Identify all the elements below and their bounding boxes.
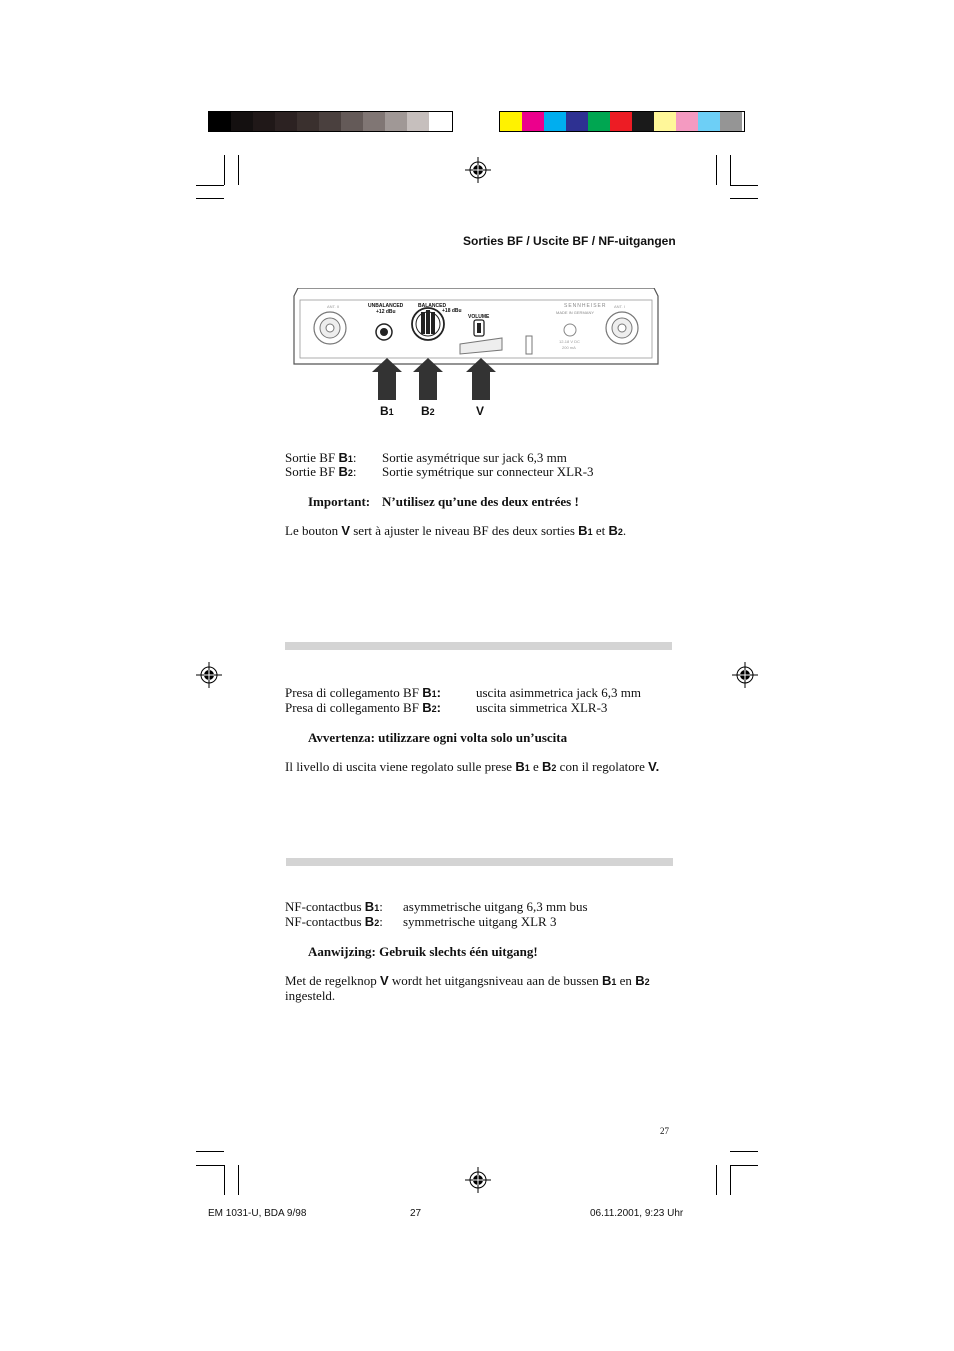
balanced-level-label: +18 dBu: [442, 308, 462, 314]
page-title: Sorties BF / Uscite BF / NF-uitgangen: [463, 234, 676, 248]
italian-warning: Avvertenza: utilizzare ogni volta solo un’uscita: [308, 730, 568, 745]
note-text: Le bouton: [285, 523, 342, 538]
dutch-note-line2: ingesteld.: [285, 988, 336, 1003]
registration-mark-icon: [465, 157, 491, 183]
color-swatch: [632, 112, 654, 131]
brand-label: SENNHEISER: [564, 303, 607, 309]
power-current-label: 200 mA: [562, 345, 576, 350]
note-mark: V: [341, 523, 350, 538]
note-text: Il livello di uscita viene regolato sulle prese: [285, 759, 516, 774]
note-text: wordt het uitgangsniveau aan de bussen: [388, 973, 602, 988]
row-colon: :: [379, 914, 383, 929]
note-text: et: [592, 523, 609, 538]
color-swatch: [500, 112, 522, 131]
unbalanced-label: UNBALANCED: [368, 303, 404, 309]
arrow-label-v: [476, 404, 484, 418]
note-mark: B: [578, 523, 588, 538]
note-text: con il regolatore: [556, 759, 649, 774]
row-colon: :: [352, 450, 357, 465]
italian-row-b2: [285, 700, 441, 717]
row-term: Presa di collegamento BF: [285, 700, 423, 715]
crop-mark: [224, 1165, 225, 1195]
crop-mark: [238, 1165, 239, 1195]
row-mark-sub: 2: [431, 704, 437, 714]
color-swatch: [566, 112, 588, 131]
volume-label: VOLUME: [468, 314, 490, 320]
color-swatch: [231, 112, 253, 131]
arrow-label-b1: [380, 404, 394, 418]
french-row-b2: [285, 464, 357, 481]
dutch-row-b1-desc: asymmetrische uitgang 6,3 mm bus: [403, 899, 588, 914]
dutch-row-b2-desc: symmetrische uitgang XLR 3: [403, 914, 557, 929]
note-mark-sub: 2: [644, 977, 650, 987]
note-text: Met de regelknop: [285, 973, 380, 988]
italian-row-b2-desc: uscita simmetrica XLR-3: [476, 700, 608, 715]
section-divider: [285, 642, 672, 650]
note-text: .: [622, 523, 627, 538]
note-mark: B: [608, 523, 618, 538]
note-mark-sub: 1: [611, 977, 617, 987]
row-mark: B: [422, 700, 432, 715]
row-mark: B: [338, 464, 348, 479]
crop-mark: [730, 155, 731, 185]
page-number: 27: [660, 1126, 669, 1136]
crop-mark: [730, 1151, 758, 1152]
dutch-note: [285, 973, 650, 990]
made-in-label: MADE IN GERMANY: [556, 310, 595, 315]
color-swatch: [319, 112, 341, 131]
french-important-text: N’utilisez qu’une des deux entrées !: [382, 494, 579, 509]
note-mark-sub: 2: [617, 527, 623, 537]
italian-row-b1-desc: uscita asimmetrica jack 6,3 mm: [476, 685, 641, 700]
ant-right-label: ANT. I: [614, 304, 625, 309]
row-mark-sub: 2: [374, 918, 380, 928]
row-colon: :: [436, 700, 441, 715]
color-calibration-strip: [499, 111, 745, 132]
color-swatch: [341, 112, 363, 131]
arrow-label-b2: [421, 404, 435, 418]
color-swatch: [698, 112, 720, 131]
crop-mark: [716, 1165, 717, 1195]
row-mark-sub: 2: [347, 468, 353, 478]
row-term: Sortie BF: [285, 464, 339, 479]
crop-mark: [196, 1151, 224, 1152]
note-mark-sub: 2: [551, 763, 557, 773]
italian-note: [285, 759, 659, 776]
arrow-label-text: B: [421, 404, 430, 418]
ant-left-label: ANT. II: [327, 304, 340, 309]
color-swatch: [407, 112, 429, 131]
power-label: 12-18 V DC: [559, 339, 580, 344]
note-text: sert à ajuster le niveau BF des deux sorties: [350, 523, 579, 538]
row-mark: B: [364, 899, 375, 914]
note-mark-sub: 1: [524, 763, 530, 773]
arrow-label-sub: 2: [429, 407, 435, 417]
french-note: [285, 523, 626, 540]
registration-mark-icon: [465, 1167, 491, 1193]
crop-mark: [196, 198, 224, 199]
row-mark: B: [338, 450, 348, 465]
footer-left: EM 1031-U, BDA 9/98: [208, 1208, 307, 1219]
dutch-row-b2: [285, 914, 383, 931]
row-term: Sortie BF: [285, 450, 339, 465]
arrow-label-text: V: [476, 404, 485, 418]
section-divider: [286, 858, 673, 866]
row-mark-sub: 1: [374, 903, 380, 913]
color-swatch: [209, 112, 231, 131]
row-term: Presa di collegamento BF: [285, 685, 423, 700]
row-colon: :: [379, 899, 383, 914]
note-mark: B: [542, 759, 552, 774]
french-row-b2-desc: Sortie symétrique sur connecteur XLR-3: [382, 464, 594, 479]
crop-mark: [716, 155, 717, 185]
color-swatch: [676, 112, 698, 131]
color-swatch: [385, 112, 407, 131]
registration-mark-icon: [732, 662, 758, 688]
color-swatch: [297, 112, 319, 131]
crop-mark: [196, 185, 224, 186]
dutch-warning: Aanwijzing: Gebruik slechts één uitgang!: [308, 944, 538, 959]
row-mark: B: [422, 685, 432, 700]
note-mark: B: [515, 759, 525, 774]
french-important-label: Important:: [308, 494, 371, 509]
note-mark: B: [635, 973, 645, 988]
unbalanced-level-label: +12 dBu: [376, 309, 396, 315]
color-swatch: [720, 112, 742, 131]
arrow-label-sub: 1: [388, 407, 394, 417]
footer-center: 27: [410, 1208, 422, 1219]
color-swatch: [429, 112, 451, 131]
balanced-label: BALANCED: [418, 303, 447, 309]
crop-mark: [224, 155, 225, 185]
color-swatch: [588, 112, 610, 131]
color-swatch: [544, 112, 566, 131]
crop-mark: [730, 1165, 731, 1195]
grayscale-calibration-strip: [208, 111, 453, 132]
row-term: NF-contactbus: [285, 899, 365, 914]
note-mark-sub: 1: [587, 527, 593, 537]
crop-mark: [730, 185, 758, 186]
color-swatch: [654, 112, 676, 131]
row-mark: B: [364, 914, 375, 929]
french-row-b1-desc: Sortie asymétrique sur jack 6,3 mm: [382, 450, 567, 465]
note-text: .: [655, 759, 660, 774]
row-term: NF-contactbus: [285, 914, 365, 929]
arrow-label-text: B: [380, 404, 389, 418]
note-text: e: [529, 759, 543, 774]
note-mark: B: [602, 973, 612, 988]
crop-mark: [196, 1165, 224, 1166]
color-swatch: [610, 112, 632, 131]
note-text: en: [616, 973, 636, 988]
color-swatch: [522, 112, 544, 131]
crop-mark: [238, 155, 239, 185]
crop-mark: [730, 1165, 758, 1166]
row-mark-sub: 1: [347, 454, 353, 464]
note-mark: V: [379, 973, 389, 988]
footer-right: 06.11.2001, 9:23 Uhr: [590, 1208, 684, 1219]
color-swatch: [253, 112, 275, 131]
note-mark: V: [648, 759, 656, 774]
registration-mark-icon: [196, 662, 222, 688]
row-colon: :: [352, 464, 357, 479]
color-swatch: [275, 112, 297, 131]
row-mark-sub: 1: [431, 689, 437, 699]
crop-mark: [730, 198, 758, 199]
color-swatch: [363, 112, 385, 131]
row-colon: :: [436, 685, 441, 700]
